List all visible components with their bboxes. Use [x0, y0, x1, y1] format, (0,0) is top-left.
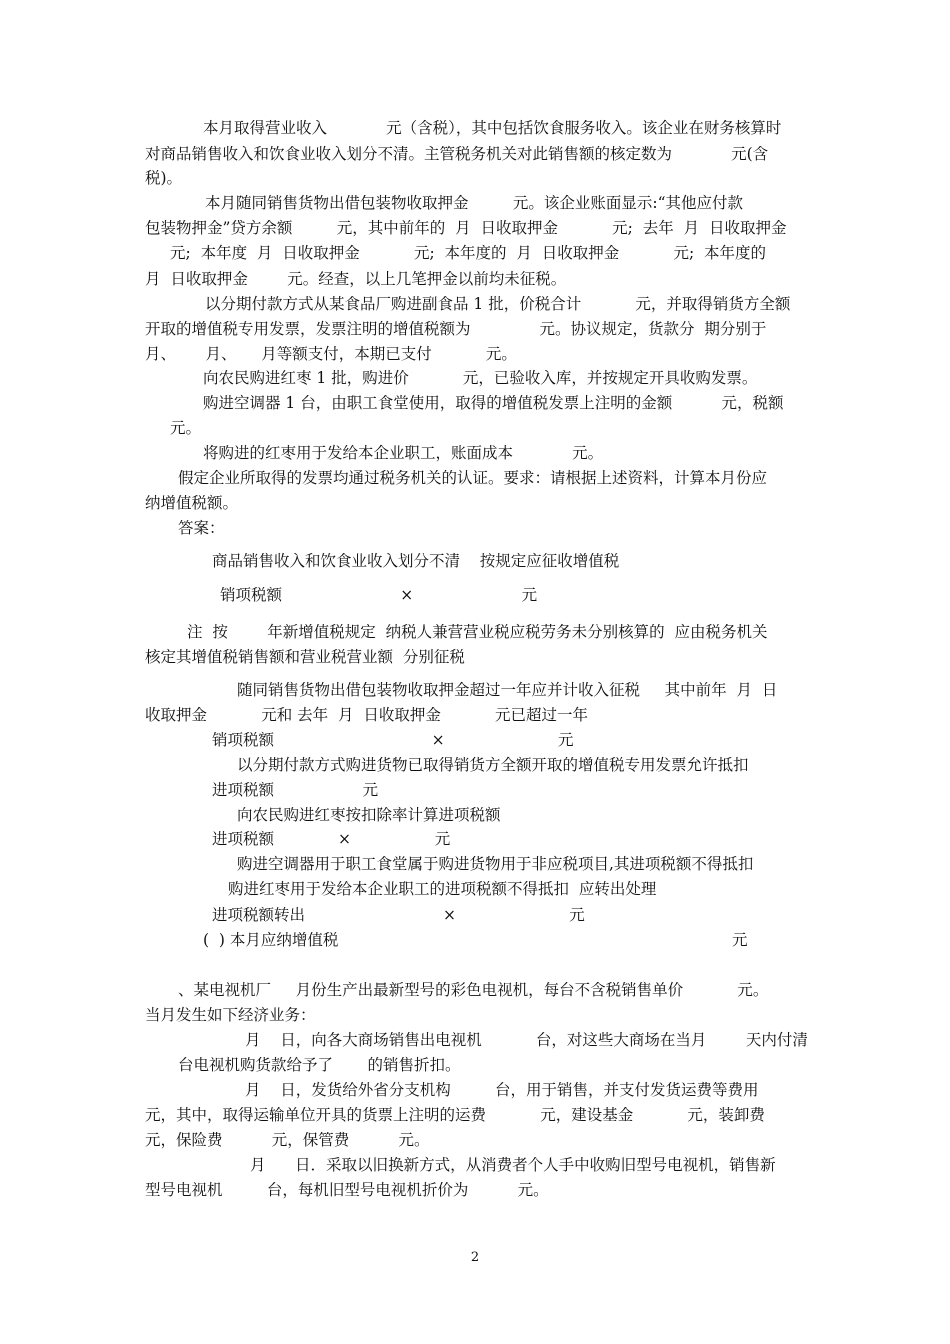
question-line: 月 日，向各大商场销售出电视机 台，对这些大商场在当月 天内付清 [245, 1031, 808, 1049]
text-line: 纳增值税额。 [145, 494, 239, 512]
text-line: 向农民购进红枣 1 批，购进价 元，已验收入库，并按规定开具收购发票。 [203, 369, 758, 387]
question-line: 当月发生如下经济业务： [145, 1006, 316, 1024]
formula-line: 进项税额 × 元 [212, 830, 451, 848]
question-line: 台电视机购货款给予了 的销售折扣。 [178, 1056, 461, 1074]
text-line: 收取押金 元和 去年 月 日收取押金 元已超过一年 [145, 706, 589, 724]
question-line: 元，保险费 元，保管费 元。 [145, 1131, 430, 1149]
text-line: 对商品销售收入和饮食业收入划分不清。主管税务机关对此销售额的核定数为 元(含 [145, 145, 769, 163]
question-line: 元，其中，取得运输单位开具的货票上注明的运费 元，建设基金 元，装卸费 [145, 1106, 765, 1124]
question-line: 月 日．采取以旧换新方式，从消费者个人手中收购旧型号电视机，销售新 [250, 1156, 776, 1174]
note-line: 注 按 年新增值税规定 纳税人兼营营业税应税劳务未分别核算的 应由税务机关 [187, 623, 768, 641]
text-line: 本月随同销售货物出借包装物收取押金 元。该企业账面显示:“其他应付款 [205, 194, 743, 212]
text-line: 商品销售收入和饮食业收入划分不清 按规定应征收增值税 [212, 552, 620, 570]
text-line: 包装物押金”贷方余额 元，其中前年的 月 日收取押金 元; 去年 月 日收取押金 [145, 219, 787, 237]
text-line: 向农民购进红枣按扣除率计算进项税额 [237, 806, 501, 824]
note-line: 核定其增值税销售额和营业税营业额 分别征税 [145, 648, 465, 666]
text-line: 元。 [170, 419, 202, 437]
question-line: 月 日，发货给外省分支机构 台，用于销售，并支付发货运费等费用 [245, 1081, 759, 1099]
formula-line: 销项税额 × 元 [220, 586, 538, 604]
text-line: 假定企业所取得的发票均通过税务机关的认证。要求：请根据上述资料，计算本月份应 [178, 469, 768, 487]
text-line: 开取的增值税专用发票，发票注明的增值税额为 元。协议规定，货款分 期分别于 [145, 320, 767, 338]
total-line: ( ) 本月应纳增值税 [203, 931, 339, 949]
text-line: 购进空调器 1 台，由职工食堂使用，取得的增值税发票上注明的金额 元，税额 [203, 394, 784, 412]
question-line: 型号电视机 台，每机旧型号电视机折价为 元。 [145, 1181, 549, 1199]
text-line: 月、 月、 月等额支付，本期已支付 元。 [145, 345, 517, 363]
text-line: 税)。 [145, 169, 183, 187]
formula-line: 进项税额 元 [212, 781, 379, 799]
formula-line: 进项税额转出 × 元 [212, 906, 585, 924]
text-line: 随同销售货物出借包装物收取押金超过一年应并计收入征税 其中前年 月 日 [237, 681, 778, 699]
text-line: 元; 本年度 月 日收取押金 元; 本年度的 月 日收取押金 元; 本年度的 [170, 244, 767, 262]
text-line: 以分期付款方式从某食品厂购进副食品 1 批，价税合计 元，并取得销货方全额 [205, 295, 791, 313]
formula-line: 销项税额 × 元 [212, 731, 574, 749]
text-line: 本月取得营业收入 元（含税），其中包括饮食服务收入。该企业在财务核算时 [203, 119, 782, 137]
text-line: 购进空调器用于职工食堂属于购进货物用于非应税项目,其进项税额不得抵扣 [237, 855, 754, 873]
text-line: 购进红枣用于发给本企业职工的进项税额不得抵扣 应转出处理 [228, 880, 657, 898]
answer-heading: 答案： [178, 519, 225, 537]
text-line: 以分期付款方式购进货物已取得销货方全额开取的增值税专用发票允许抵扣 [237, 756, 749, 774]
question-line: 、某电视机厂 月份生产出最新型号的彩色电视机，每台不含税销售单价 元。 [178, 981, 769, 999]
total-unit: 元 [732, 931, 748, 949]
text-line: 将购进的红枣用于发给本企业职工，账面成本 元。 [203, 444, 604, 462]
page-number: 2 [470, 1250, 480, 1265]
text-line: 月 日收取押金 元。经查，以上几笔押金以前均未征税。 [145, 270, 567, 288]
